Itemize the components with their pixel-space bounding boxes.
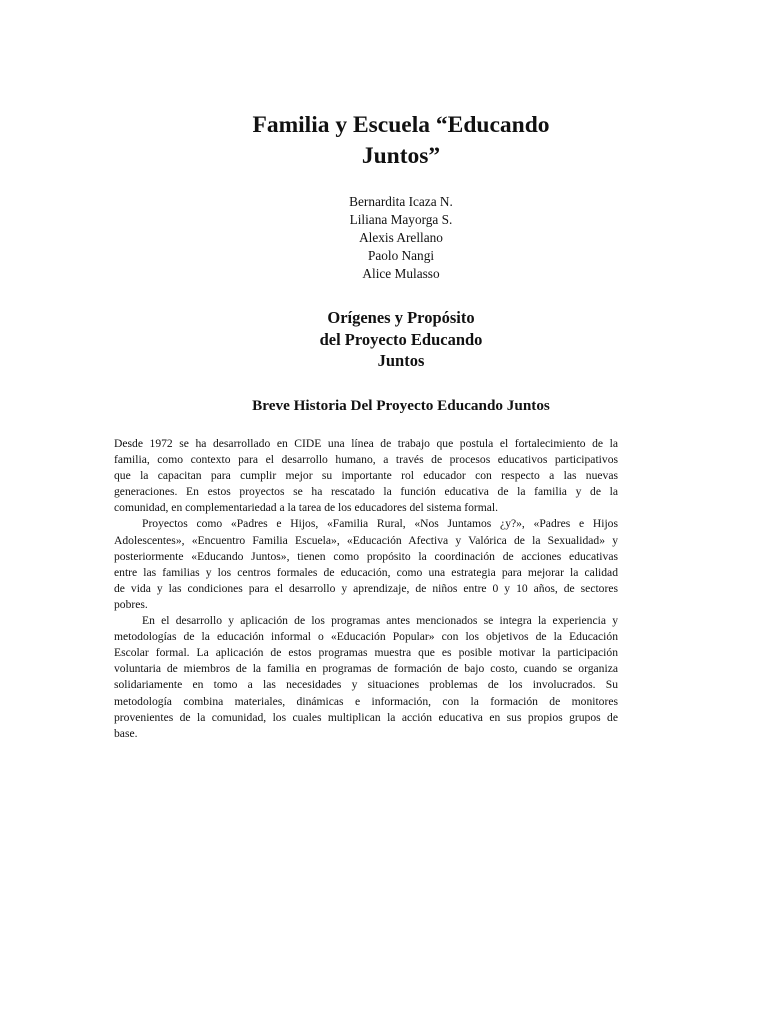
author-name: Alice Mulasso <box>362 266 440 281</box>
text-line: En el desarrollo y aplicación de los programas antes mencionados se integra la experiencia y <box>142 614 618 628</box>
text-line: familia, como contexto para el desarrollo humano, a través de procesos educativos participativos <box>114 453 618 467</box>
author-name: Alexis Arellano <box>359 230 443 245</box>
text-line: base. <box>114 726 138 740</box>
body-text <box>114 436 618 742</box>
text-line: metodología combina materiales, dinámicas e información, con la formación de monitores <box>114 694 618 708</box>
author-name: Liliana Mayorga S. <box>349 212 453 227</box>
text-line: solidariamente en tomo a las necesidades y situaciones problemas de los involucrados. Su <box>114 678 618 692</box>
document-title <box>200 110 602 172</box>
section-heading-line: del Proyecto Educando <box>319 329 483 349</box>
text-line: Escolar formal. La aplicación de estos programas muestra que es posible motivar la participación <box>114 646 618 660</box>
author-name: Paolo Nangi <box>367 248 435 263</box>
section-heading-line: Juntos <box>377 351 425 370</box>
title-line: Juntos” <box>361 143 441 169</box>
text-line: de vida y las condiciones para el desarrollo y aprendizaje, de niños entre 0 y 10 años, de sectores <box>114 581 618 595</box>
section-heading <box>250 307 552 372</box>
text-line: Proyectos como «Padres e Hijos, «Familia Rural, «Nos Juntamos ¿y?», «Padres e Hijos <box>142 517 618 531</box>
paragraph-2 <box>114 516 618 613</box>
paragraph-1 <box>114 436 618 516</box>
text-line: pobres. <box>114 597 148 611</box>
text-line: Desde 1972 se ha desarrollado en CIDE una línea de trabajo que postula el fortalecimiento de la <box>114 437 618 450</box>
text-line: generaciones. En estos proyectos se ha rescatado la función educativa de la familia y de la <box>114 485 618 499</box>
author-list <box>250 193 552 283</box>
paragraph-3 <box>114 613 618 742</box>
text-line: entre las familias y los centros formales de educación, como una estrategia para mejorar la calidad <box>114 565 618 579</box>
text-line: Adolescentes», «Encuentro Familia Escuela», «Educación Afectiva y Valórica de la Sexualidad» y <box>114 533 618 547</box>
text-line: metodologías de la educación informal o «Educación Popular» con los objetivos de la Educación <box>114 630 618 644</box>
text-line: posteriormente «Educando Juntos», tienen como propósito la coordinación de acciones educativas <box>114 549 618 563</box>
text-line: que la capacitan para cumplir mejor su importante rol educador con respecto a las nuevas <box>114 469 618 483</box>
section-heading-line: Orígenes y Propósito <box>327 308 475 327</box>
text-line: comunidad, en complementariedad a la tarea de los educadores del sistema formal. <box>114 501 499 515</box>
text-line: provenientes de la comunidad, los cuales multiplican la acción educativa en sus propios grupos de <box>114 710 618 724</box>
title-line: Familia y Escuela “Educando <box>252 112 550 138</box>
text-line: voluntaria de miembros de la familia en programas de formación de bajo costo, cuando se organiza <box>114 662 618 676</box>
author-name: Bernardita Icaza N. <box>349 194 453 209</box>
subsection-heading: Breve Historia Del Proyecto Educando Juntos <box>252 397 550 414</box>
